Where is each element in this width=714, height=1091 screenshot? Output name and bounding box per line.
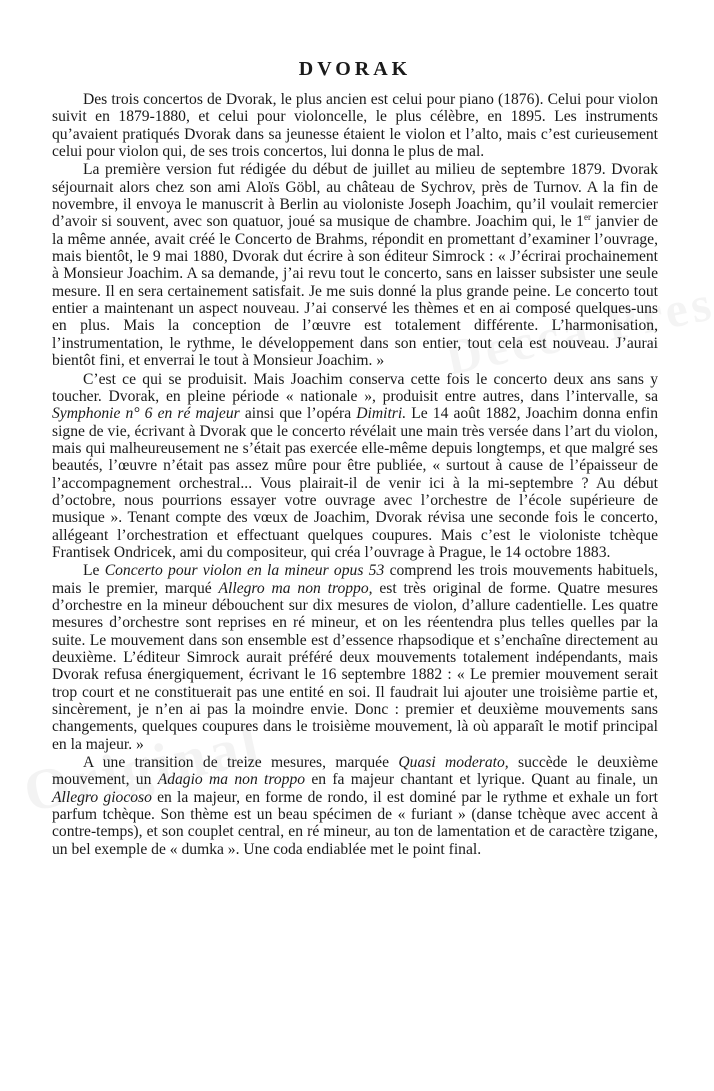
- italic-title: Symphonie n° 6 en ré majeur: [52, 405, 240, 423]
- italic-title: Allegro ma non troppo,: [218, 579, 373, 597]
- text-run: La première version fut rédigée du début de juillet au milieu de septembre 1879. Dvorak séjournait alors chez son ami Aloïs Göbl, au château de Sychrov, près de Turnov. A la fin de novembre, il envoya le manuscrit à Berlin au violoniste Joseph Joachim, qu’il voulait remercier d’avoir si souvent, avec son quatuor, joué sa musique de chambre. Joachim qui, le 1: [52, 161, 658, 231]
- paragraph: [52, 161, 658, 369]
- page-title: DVORAK: [298, 58, 412, 80]
- text-run: en la majeur, en forme de rondo, il est dominé par le rythme et exhale un fort parfum tchèque. Son thème est un beau spécimen de « furiant » (danse tchèque avec accent à contre-temps), et son couplet central, en ré mineur, au ton de lamentation et de caractère tzigane, un bel exemple de « dumka ». Une coda endiablée met le point final.: [52, 788, 658, 858]
- body-text: [52, 91, 658, 858]
- text-run: janvier de la même année, avait créé le Concerto de Brahms, répondit en promettant d’examiner l’ouvrage, mais bientôt, le 9 mai 1880, Dvorak dut écrire à son éditeur Simrock : « J’écrirai prochainement à Monsieur Joachim. A sa demande, j’ai revu tout le concerto, sans en laisser subsister une seule mesure. Il en sera certainement satisfait. Je me suis donné la plus grande peine. Le concerto tout entier a maintenant un aspect nouveau. J’ai conservé les thèmes et en ai composé quelques-uns en plus. Mais la conception de l’œuvre est totalement différente. L’harmonisation, l’instrumentation, le rythme, le développement dans son entier, tout cela est nouveau. J’aurai bientôt fini, et enverrai le tout à Monsieur Joachim. »: [52, 213, 658, 370]
- text-run: est très original de forme. Quatre mesures d’orchestre en la mineur débouchent sur dix mesures de violon, d’allure cadentielle. Les quatre mesures d’orchestre sont reprises en ré mineur, et on les réentendra plus telles quelles par la suite. Le mouvement dans son ensemble est d’essence rhapsodique et s’enchaîne directement au deuxième. L’éditeur Simrock aurait préféré deux mouvements totalement indépendants, mais Dvorak refusa énergiquement, écrivant le 16 septembre 1882 : « Le premier mouvement serait trop court et ne constituerait pas une entité en soi. Il faudrait lui ajouter une troisième partie et, sincèrement, je n’en ai pas la moindre envie. Donc : premier et deuxième mouvements sans changements, quelques coupures dans le troisième mouvement, là où apparaît le motif principal en la majeur. »: [52, 579, 658, 753]
- text-run: Le 14 août 1882, Joachim donna enfin signe de vie, écrivant à Dvorak que le concerto révélait une main très versée dans l’art du violon, mais qui malheureusement ne s’était pas exercée elle-même depuis longtemps, et que malgré ses beautés, l’œuvre n’était pas assez mûre pour être publiée, « surtout à cause de l’épaisseur de l’accompagnement orchestral... Vous plairait-il de venir ici à la mi-septembre ? Au début d’octobre, nous pourrions essayer votre ouvrage avec l’orchestre de l’école supérieure de musique ». Tenant compte des vœux de Joachim, Dvorak révisa une seconde fois le concerto, allégeant l’orchestration et effectuant quelques coupures. Mais c’est le violoniste tchèque Frantisek Ondricek, ami du compositeur, qui créa l’ouvrage à Prague, le 14 octobre 1883.: [52, 405, 658, 561]
- paragraph: [52, 754, 658, 858]
- text-run: comprend les trois mouvements habituels, mais le premier, marqué: [52, 562, 658, 597]
- italic-title: Dimitri.: [356, 405, 407, 423]
- italic-title: Concerto pour violon en la mineur opus 53: [104, 562, 385, 580]
- italic-title: Quasi moderato,: [398, 754, 509, 772]
- paragraph: [52, 371, 658, 562]
- paragraph: [52, 91, 658, 160]
- text-run: ainsi que l’opéra: [239, 405, 357, 423]
- text-run: C’est ce qui se produisit. Mais Joachim conserva cette fois le concerto deux ans sans y toucher. Dvorak, en pleine période « nationale », produisit entre autres, dans l’intervalle, sa: [52, 370, 658, 405]
- text-run: A une transition de treize mesures, marquée: [83, 754, 399, 772]
- italic-title: Allegro giocoso: [52, 788, 152, 806]
- text-run: Des trois concertos de Dvorak, le plus ancien est celui pour piano (1876). Celui pour violon suivit en 1879-1880, et celui pour violoncelle, le plus célèbre, en 1895. Les instruments qu’avaient pratiqués Dvorak dans sa jeunesse étaient le violon et l’alto, mais c’est curieusement celui pour violon qui, de ses trois concertos, lui donna le plus de mal.: [52, 91, 658, 161]
- italic-title: Adagio ma non troppo: [157, 771, 306, 789]
- text-run: en fa majeur chantant et lyrique. Quant au finale, un: [305, 771, 658, 789]
- superscript-text: er: [583, 212, 591, 223]
- paragraph: [52, 562, 658, 753]
- text-run: Le: [83, 562, 105, 580]
- text-run: succède le deuxième mouvement, un: [52, 754, 658, 789]
